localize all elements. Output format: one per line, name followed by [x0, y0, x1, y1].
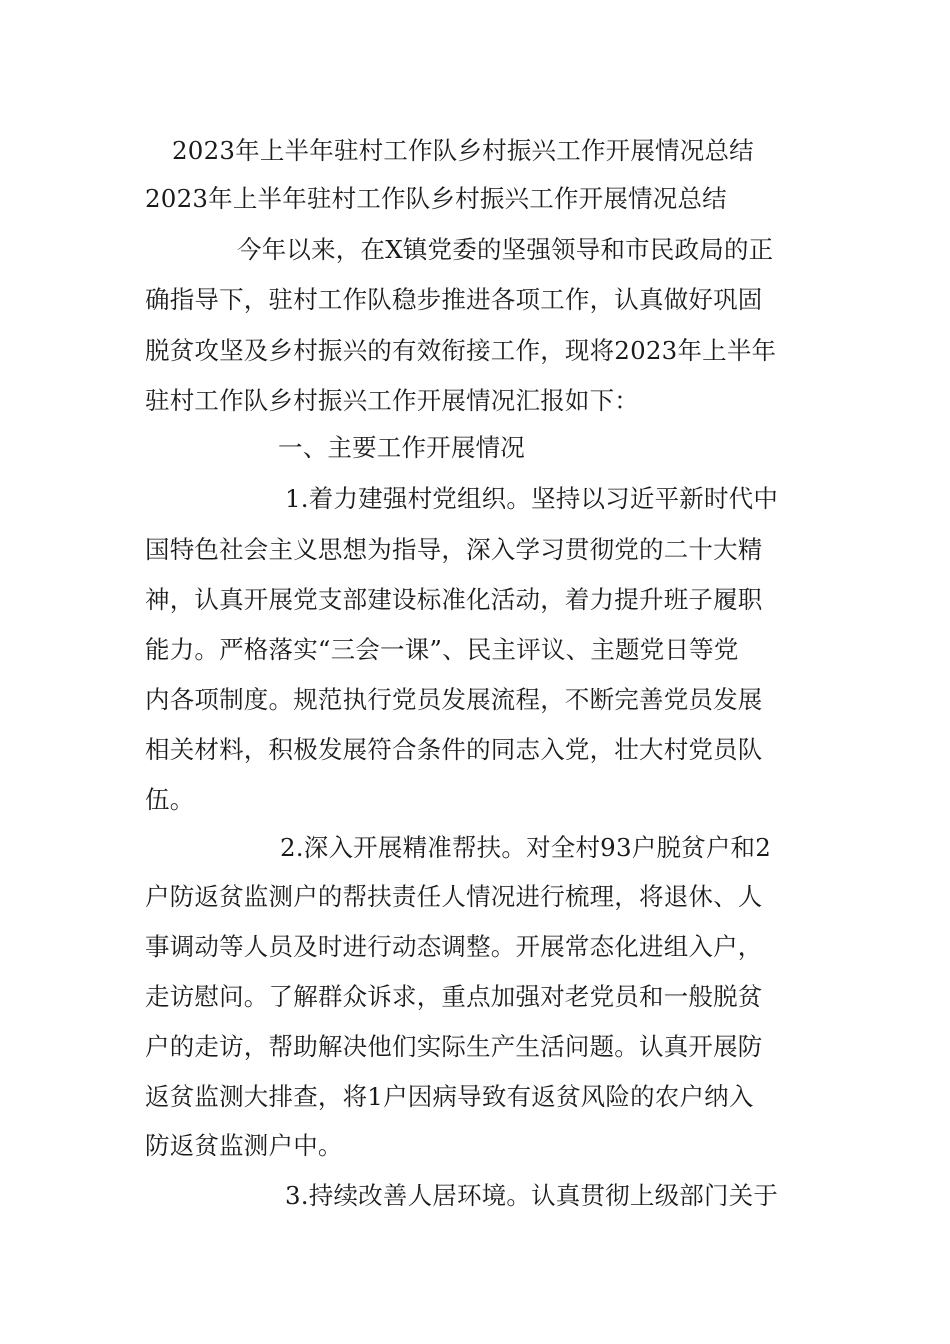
intro-line: 驻村工作队乡村振兴工作开展情况汇报如下： — [145, 386, 639, 415]
document-title-repeat: 2023年上半年驻村工作队乡村振兴工作开展情况总结 — [145, 184, 727, 213]
intro-line: 脱贫攻坚及乡村振兴的有效衔接工作，现将2023年上半年 — [145, 336, 777, 365]
document-title: 2023年上半年驻村工作队乡村振兴工作开展情况总结 — [172, 136, 754, 165]
item1-line: 内各项制度。规范执行党员发展流程，不断完善党员发展 — [145, 685, 763, 714]
section-heading: 一、主要工作开展情况 — [278, 433, 525, 462]
item1-line: 能力。严格落实“三会一课”、民主评议、主题党日等党 — [145, 635, 739, 664]
item2-line: 事调动等人员及时进行动态调整。开展常态化进组入户， — [145, 932, 763, 961]
item3-line: 3.持续改善人居环境。认真贯彻上级部门关于 — [285, 1181, 779, 1210]
item2-line: 返贫监测大排查，将1户因病导致有返贫风险的农户纳入 — [145, 1082, 754, 1111]
item1-line: 神，认真开展党支部建设标准化活动，着力提升班子履职 — [145, 585, 763, 614]
item1-line: 伍。 — [145, 785, 195, 814]
item1-line: 1.着力建强村党组织。坚持以习近平新时代中 — [285, 484, 779, 513]
item2-line: 户的走访，帮助解决他们实际生产生活问题。认真开展防 — [145, 1032, 763, 1061]
item1-line: 国特色社会主义思想为指导，深入学习贯彻党的二十大精 — [145, 535, 763, 564]
item2-line: 走访慰问。了解群众诉求，重点加强对老党员和一般脱贫 — [145, 982, 763, 1011]
intro-line: 今年以来，在X镇党委的坚强领导和市民政局的正 — [237, 235, 774, 264]
item2-line: 户防返贫监测户的帮扶责任人情况进行梳理，将退休、人 — [145, 882, 763, 911]
item2-line: 2.深入开展精准帮扶。对全村93户脱贫户和2 — [280, 833, 772, 862]
item2-line: 防返贫监测户中。 — [145, 1131, 343, 1160]
item1-line: 相关材料，积极发展符合条件的同志入党，壮大村党员队 — [145, 735, 763, 764]
intro-line: 确指导下，驻村工作队稳步推进各项工作，认真做好巩固 — [145, 285, 763, 314]
